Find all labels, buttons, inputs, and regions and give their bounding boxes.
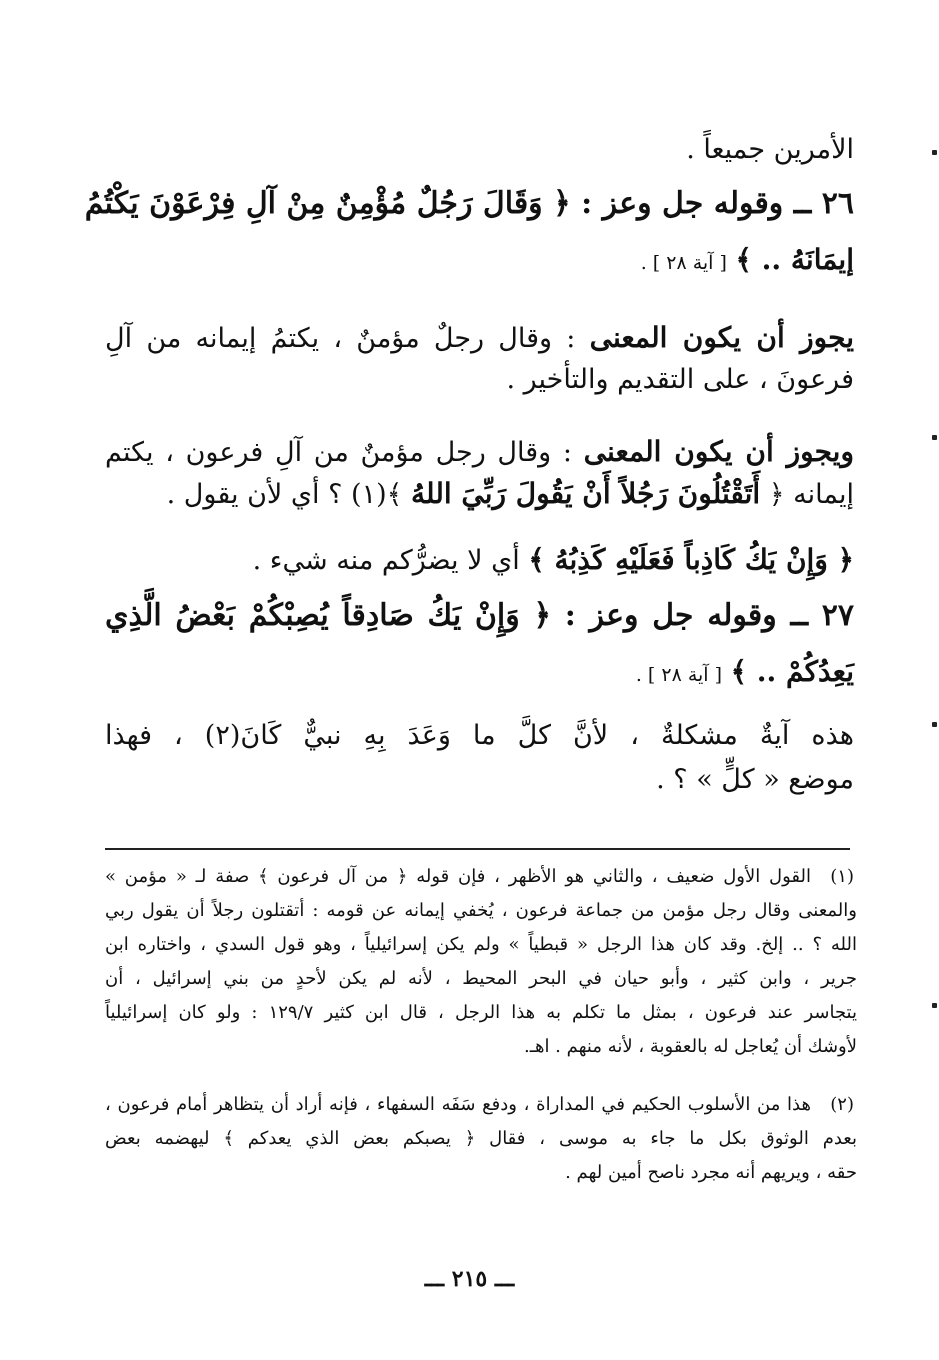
verse-27-ref: [ آية ٢٨ ] . [635,664,723,686]
footnote-2-line: هذا من الأسلوب الحكيم في المداراة ، ودفع سَفَه السفهاء ، فإنه أراد أن يتظاهر أمام فرعون ، [105,1094,811,1115]
paragraph-2-quran: أَتَقْتُلُونَ رَجُلاً أَنْ يَقُولَ رَبِّيَ اللهُ [411,477,761,510]
paragraph-2-line1 [105,432,854,473]
verse-26-ref: [ آية ٢٨ ] . [640,252,727,274]
footnote-2-line: بعدم الوثوق بكل ما جاء به موسى ، فقال ﴿ يصبكم بعض الذي يعدكم ﴾ ليهضمه بعض [105,1128,857,1149]
verse-27-heading-line2 [636,652,854,695]
verse-26-heading-line2 [641,240,854,283]
paragraph-3 [253,540,854,581]
scan-edge-mark [932,722,937,727]
scan-edge-mark [932,435,937,440]
paragraph-4-line1: هذه آيةٌ مشكلةٌ ، لأنَّ كلَّ ما وَعَدَ بِهِ نبيٌّ كَانَ(٢) ، فهذا [105,720,854,751]
paragraph-2-line2-start: إيمانه ﴿ [768,479,854,510]
footnote-1-line: يتجاسر عند فرعون ، بمثل ما تكلم به هذا الرجل ، قال ابن كثير ١٢٩/٧ : ولو كان إسرائيلياً [105,1002,857,1023]
text-line-continuation: الأمرين جميعاً . [686,134,854,165]
paragraph-2-line2-end: ﴾(١) ؟ أي لأن يقول . [166,479,403,510]
footnote-1-line: القول الأول ضعيف ، والثاني هو الأظهر ، فإن قوله ﴿ من آل فرعون ﴾ صفة لـ « مؤمن » [105,866,811,887]
scan-edge-mark [932,150,937,155]
footnote-1-number: (١) [830,866,854,887]
footnote-2-number: (٢) [830,1094,854,1115]
paragraph-1-lead: يجوز أن يكون المعنى [589,321,854,354]
footnote-1-line: والمعنى وقال رجل مؤمن من جماعة فرعون ، يُخفي إيمانه عن قومه : أتقتلون رجلاً أن يقول ربي [105,900,857,921]
footnote-1-line: لأوشك أن يُعاجل له بالعقوبة ، لأنه منهم . اهـ. [523,1036,857,1057]
paragraph-2-line2 [167,474,854,515]
page-number: ـــ ٢١٥ ـــ [424,1266,515,1292]
footnote-1-line: الله ؟ .. إلخ. وقد كان هذا الرجل « قبطياً » ولم يكن إسرائيلياً ، وهو قول السدي ، واختاره ابن [105,934,857,955]
verse-27-heading: ٢٧ ــ وقوله جل وعز : ﴿ وَإِنْ يَكُ صَادِقاً يُصِبْكُمْ بَعْضُ الَّذِي [105,598,854,633]
paragraph-3-text: أي لا يضرُّكم منه شيء . [252,545,520,576]
scan-edge-mark [932,1003,937,1008]
verse-26-heading: ٢٦ ــ وقوله جل وعز : ﴿ وَقَالَ رَجُلٌ مُؤْمِنٌ مِنْ آلِ فِرْعَوْنَ يَكْتُمُ [84,186,854,221]
paragraph-1-text: : وقال رجلٌ مؤمنٌ ، يكتمُ إيمانه من آلِ [105,323,576,354]
paragraph-4-line2: موضع « كلٍّ » ؟ . [656,764,854,795]
paragraph-2-lead: ويجوز أن يكون المعنى [583,435,854,468]
footnote-2-line: حقه ، ويريهم أنه مجرد ناصح أمين لهم . [565,1162,857,1183]
footnote-1-line: جرير ، وابن كثير ، وأبو حيان في البحر المحيط ، لأنه لم يكن لأحدٍ من بني إسرائيل ، أن [105,968,857,989]
verse-27-quran-end: يَعِدُكُمْ .. ﴾ [730,655,854,688]
paragraph-1-line1 [105,318,854,359]
verse-26-quran-end: إيمَانَهُ .. ﴾ [735,243,854,276]
paragraph-3-quran: ﴿ وَإِنْ يَكُ كَاذِباً فَعَلَيْهِ كَذِبُهُ ﴾ [528,543,854,576]
footnote-separator [105,848,850,850]
paragraph-2-text: : وقال رجل مؤمنٌ من آلِ فرعون ، يكتم [105,437,572,468]
paragraph-1-line2: فرعونَ ، على التقديم والتأخير . [506,364,854,395]
